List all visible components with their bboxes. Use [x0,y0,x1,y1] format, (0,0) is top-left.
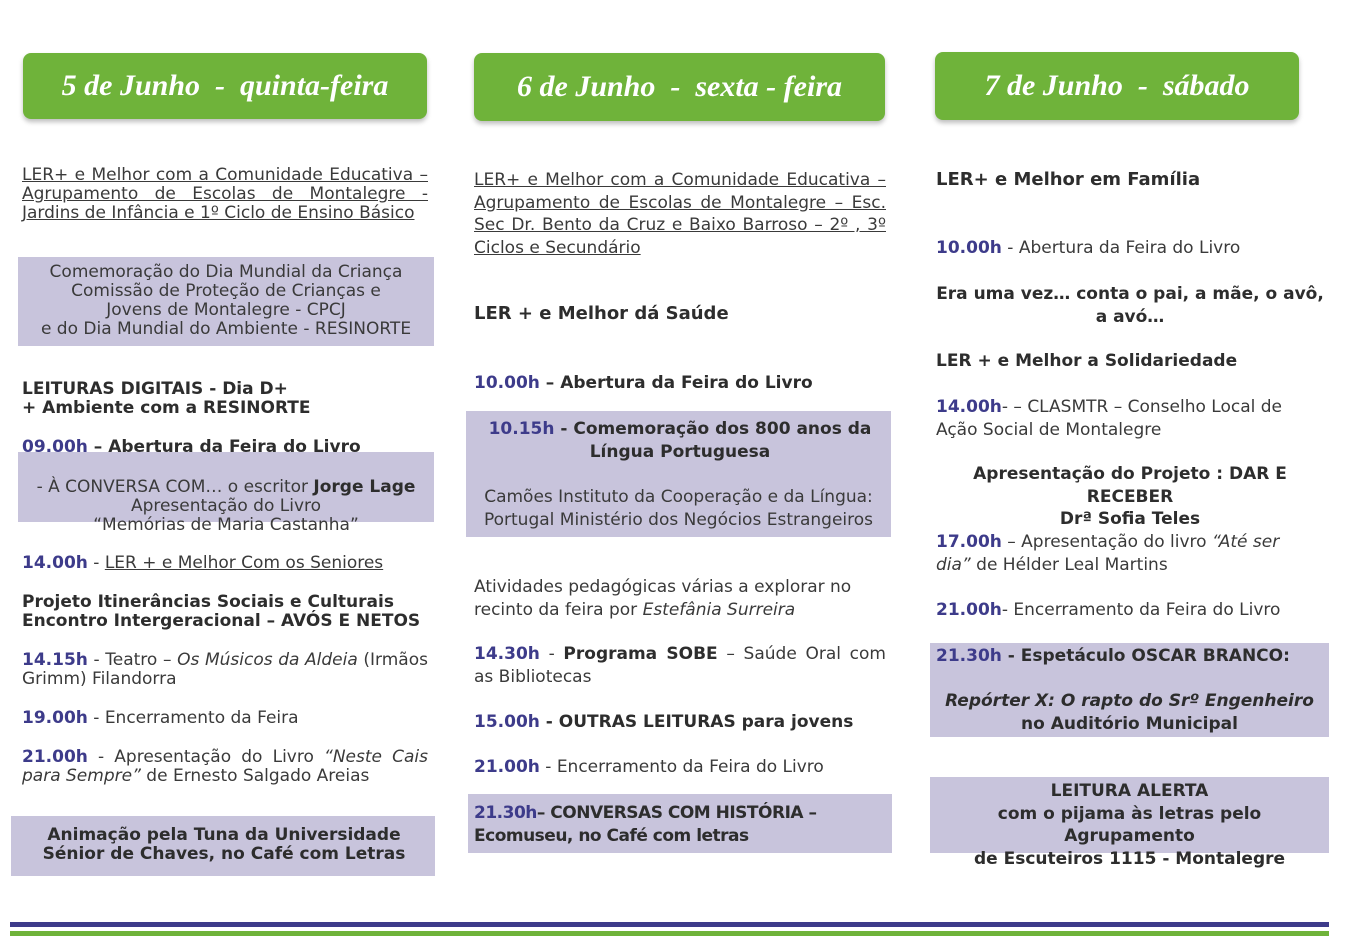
day2-atividades-item: Atividades pedagógicas várias a explorar no recinto da feira por Estefânia Surreira [474,577,852,620]
day2-1500-item: 15.00h - OUTRAS LEITURAS para jovens [474,712,854,732]
day2-2130-item: 21.30h– CONVERSAS COM HISTÓRIA – Ecomuseu, no Café com letras [474,803,817,846]
day1-1900-item: 19.00h - Encerramento da Feira [22,708,299,728]
day1-0900-item: 09.00h – Abertura da Feira do Livro [22,437,361,457]
day3-solidariedade-title: LER + e Melhor a Solidariedade [936,351,1238,371]
day2-1015-item: 10.15h - Comemoração dos 800 anos da Língua Portuguesa [488,419,872,462]
footer-line-green [10,931,1329,936]
day1-intro: LER+ e Melhor com a Comunidade Educativa – Agrupamento de Escolas de Montalegre - Jardins de Infância e 1º Ciclo de Ensino Básico [22,165,428,223]
day2-1000-item: 10.00h – Abertura da Feira do Livro [474,373,813,393]
day1-1415-item: 14.15h - Teatro – Os Músicos da Aldeia (Irmãos Grimm) Filandorra [22,650,428,689]
day3-2130-item: 21.30h - Espetáculo OSCAR BRANCO: [936,646,1290,666]
day1-2100-item: 21.00h - Apresentação do Livro “Neste Cais para Sempre” de Ernesto Salgado Areias [22,747,428,786]
day2-saude-title: LER + e Melhor dá Saúde [474,303,729,324]
day3-1400-item: 14.00h- – CLASMTR – Conselho Local de Ação Social de Montalegre [936,397,1283,440]
digital-readings-title: LEITURAS DIGITAIS - Dia D+ + Ambiente com a RESINORTE [22,379,311,418]
day3-projeto-title: Apresentação do Projeto : DAR E RECEBER Drª Sofia Teles [973,464,1287,529]
day1-tuna-text: Animação pela Tuna da Universidade Sénior de Chaves, no Café com Letras [42,825,406,864]
day3-header: 7 de Junho - sábado [935,52,1299,120]
day1-projeto-title: Projeto Itinerâncias Sociais e Culturais Encontro Intergeracional – AVÓS E NETOS [22,592,421,631]
day2-1430-item: 14.30h - Programa SOBE – Saúde Oral com as Bibliotecas [474,644,886,687]
day1-header: 5 de Junho - quinta-feira [23,53,427,119]
day1-1400-item: 14.00h - LER + e Melhor Com os Seniores [22,553,384,573]
footer-line-blue [10,922,1329,927]
day3-1000-item: 10.00h - Abertura da Feira do Livro [936,238,1241,258]
day1-celebration-text: Comemoração do Dia Mundial da Criança Comissão de Proteção de Crianças e Jovens de Montalegre - CPCJ e do Dia Mundial do Ambiente - RESINORTE [40,262,412,339]
day2-intro: LER+ e Melhor com a Comunidade Educativa – Agrupamento de Escolas de Montalegre – Esc. Sec Dr. Bento da Cruz e Baixo Barroso – 2º , 3º Ciclos e Secundário [474,170,886,258]
day2-2100-item: 21.00h - Encerramento da Feira do Livro [474,757,824,777]
day3-oscar-details: Repórter X: O rapto do Srº Engenheiro no Auditório Municipal [945,691,1314,734]
day2-camoes-text: Camões Instituto da Cooperação e da Língua: Portugal Ministério dos Negócios Estrangeiros [483,487,874,530]
day1-conversa-text: - À CONVERSA COM… o escritor Jorge Lage Apresentação do Livro “Memórias de Maria Castanha” [36,477,416,535]
day3-1700-item: 17.00h – Apresentação do livro “Até ser dia” de Hélder Leal Martins [936,532,1280,575]
day3-2100-item: 21.00h- Encerramento da Feira do Livro [936,600,1281,620]
day3-era-uma-vez: Era uma vez… conta o pai, a mãe, o avô, a avó… [936,284,1324,327]
day3-familia-title: LER+ e Melhor em Família [936,169,1201,190]
day2-header: 6 de Junho - sexta - feira [474,53,885,121]
day3-alerta-text: LEITURA ALERTA com o pijama às letras pelo Agrupamento de Escuteiros 1115 - Montalegre [973,781,1286,869]
